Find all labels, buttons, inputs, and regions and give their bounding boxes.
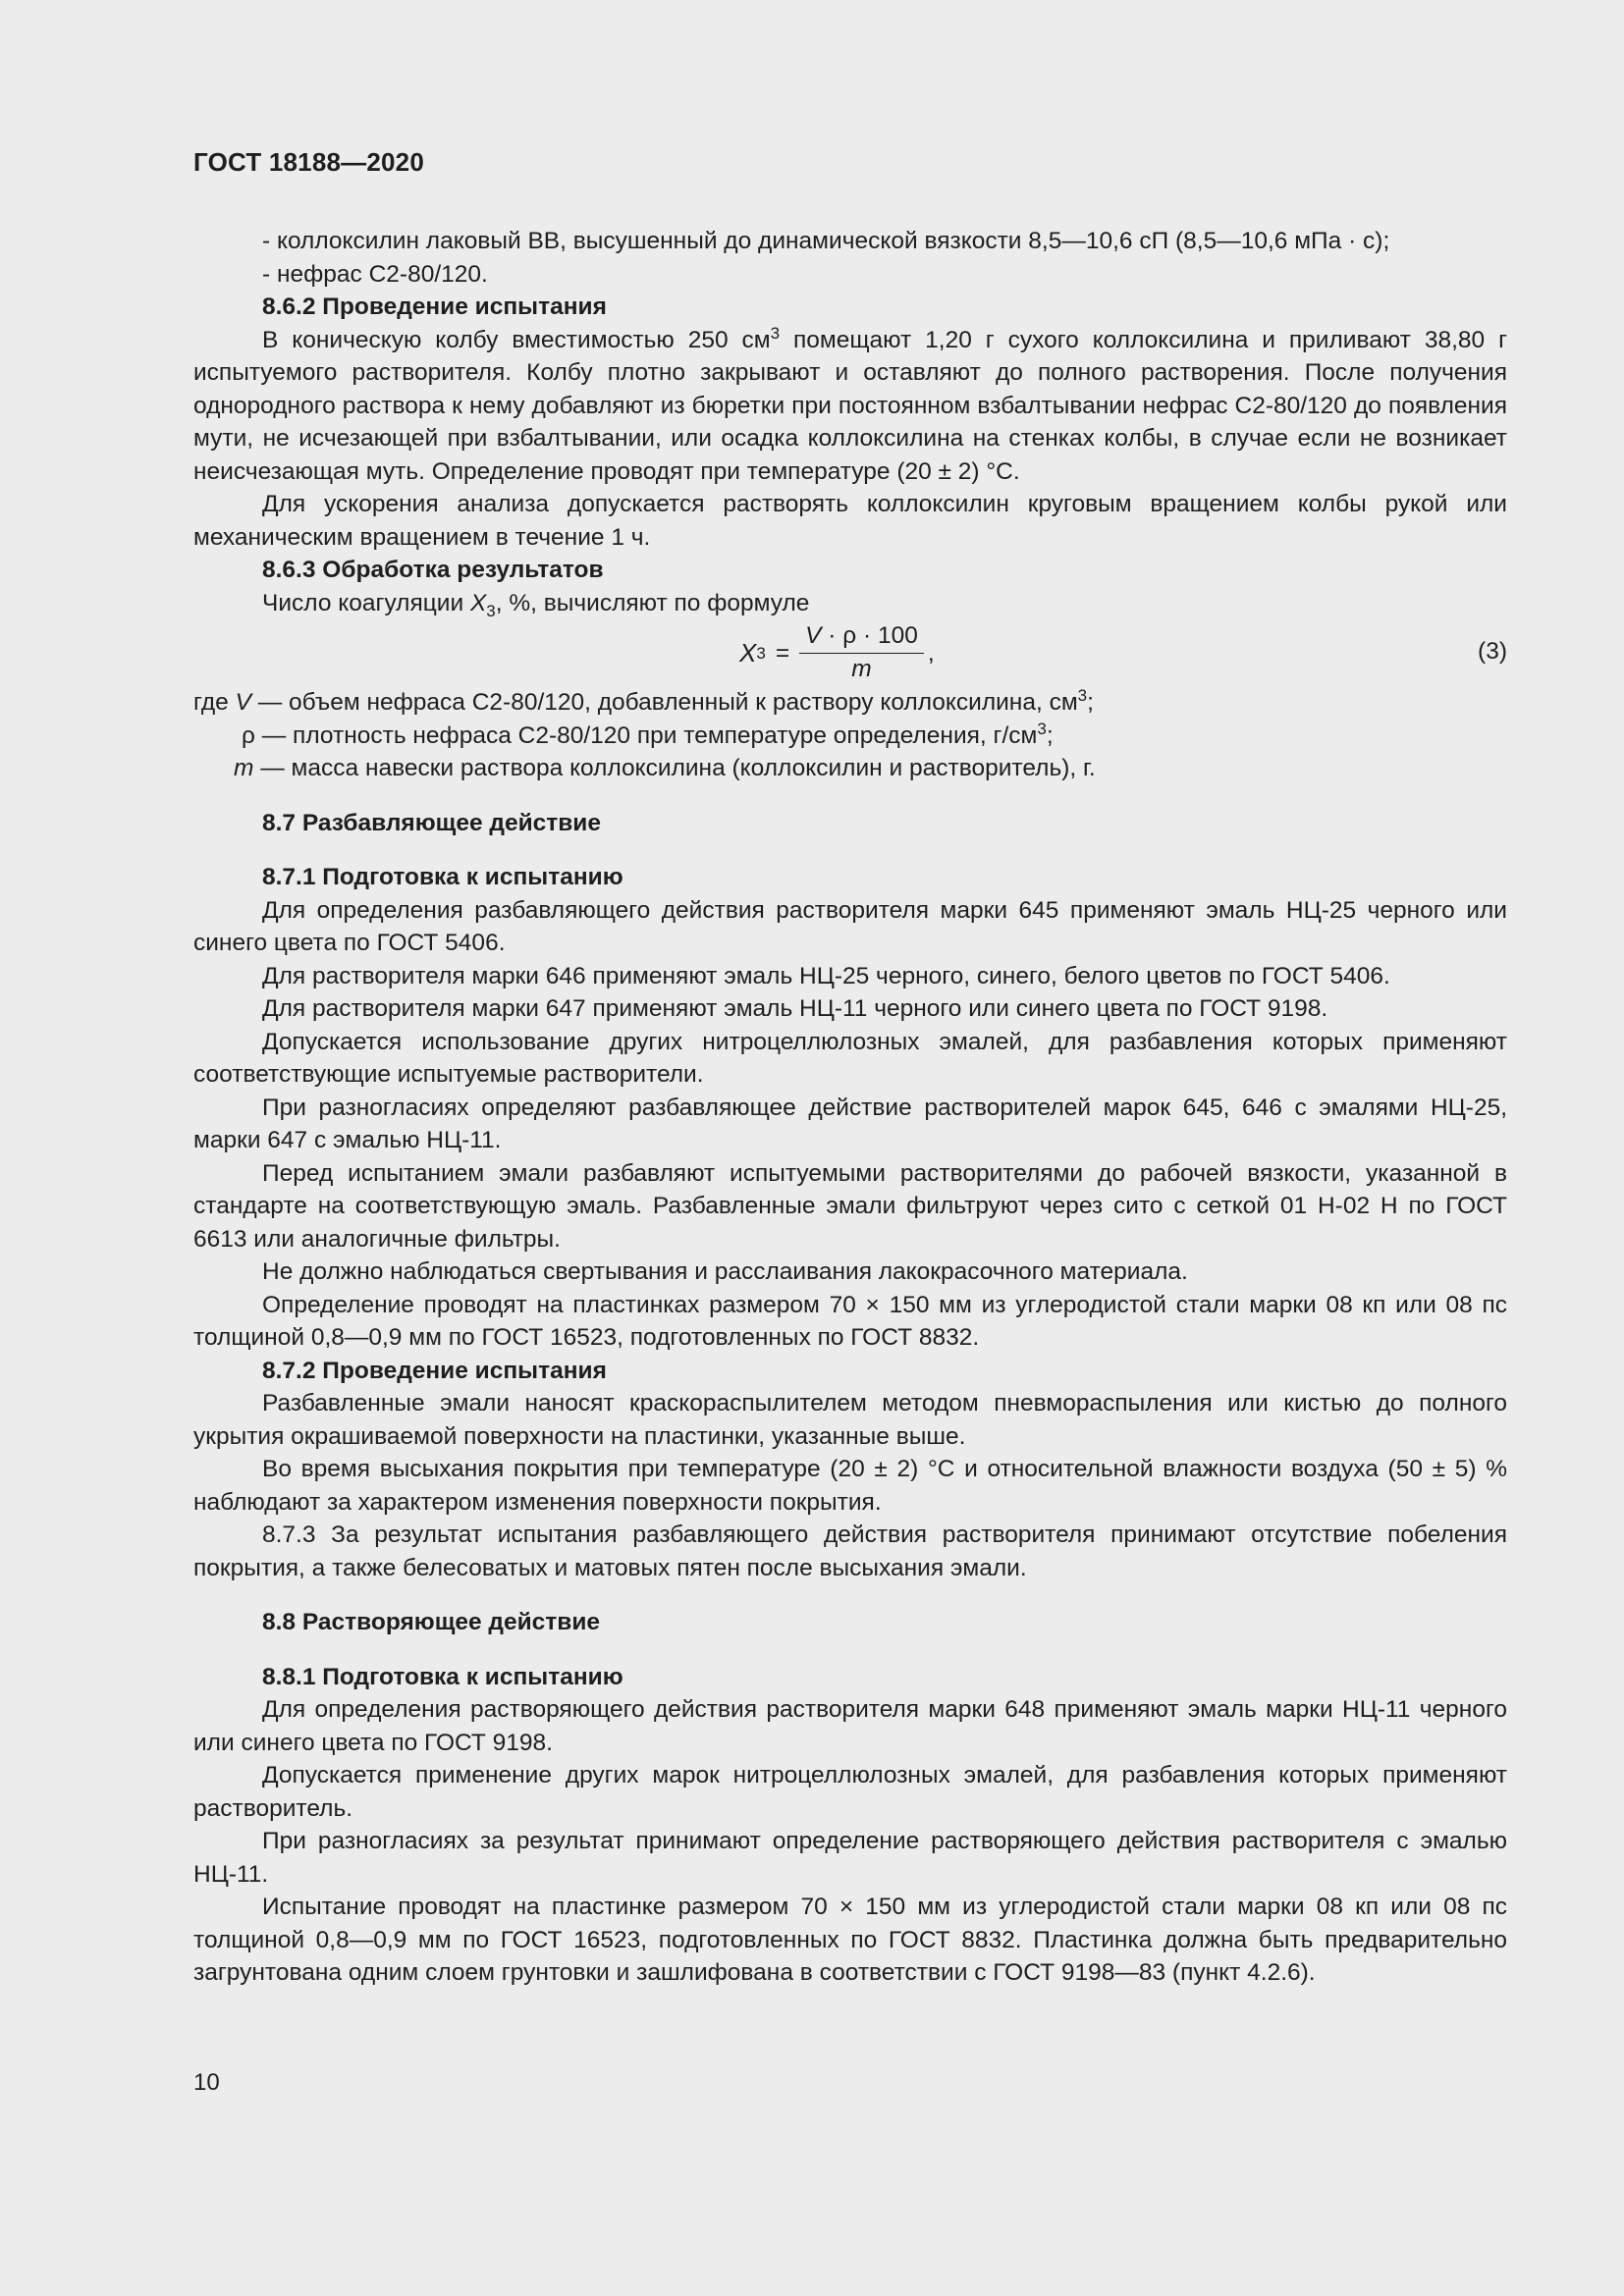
where-definition-v: где V — объем нефраса С2-80/120, добавленный к раствору коллоксилина, $см^3$; (193, 686, 1094, 716)
document-code-header: ГОСТ 18188—2020 (193, 147, 424, 177)
paragraph: При разногласиях определяют разбавляющее действие растворителей марок 645, 646 с эмалями НЦ-25, марки 647 с эмалью НЦ-11. (193, 1094, 1507, 1153)
list-item-colloxylin: - коллоксилин лаковый ВВ, высушенный до динамической вязкости 8,5—10,6 сП (8,5—10,6 мПа · с); (262, 228, 1390, 254)
section-heading-8-7-1: 8.7.1 Подготовка к испытанию (262, 864, 623, 890)
paragraph: Для определения растворяющего действия растворителя марки 648 применяют эмаль марки НЦ-11 черного или синего цвета по ГОСТ 9198. (193, 1696, 1507, 1756)
where-definition-rho: ρ — плотность нефраса С2-80/120 при температуре определения, $г/см^3$; (242, 719, 1054, 749)
section-heading-8-7-2: 8.7.2 Проведение испытания (262, 1357, 607, 1384)
section-heading-8-6-2: 8.6.2 Проведение испытания (262, 294, 607, 320)
paragraph: Определение проводят на пластинках размером 70 × 150 мм из углеродистой стали марки 08 кп или 08 пс толщиной 0,8—0,9 мм по ГОСТ 16523, подготовленных по ГОСТ 8832. (193, 1291, 1507, 1351)
paragraph: Во время высыхания покрытия при температуре (20 ± 2) °С и относительной влажности воздуха (50 ± 5) % наблюдают за характером изменения поверхности покрытия. (193, 1456, 1507, 1516)
formula-denominator: m (851, 656, 872, 682)
formula-expression: X 3 = $\frac{V \cdot \rho \cdot 100}{m}$ , (739, 621, 935, 685)
paragraph: Для определения разбавляющего действия растворителя марки 645 применяют эмаль НЦ-25 черного или синего цвета по ГОСТ 5406. (193, 896, 1507, 956)
formula-numerator: V · ρ · 100 (799, 621, 924, 654)
section-heading-8-8-1: 8.8.1 Подготовка к испытанию (262, 1663, 623, 1690)
section-heading-8-7: 8.7 Разбавляющее действие (262, 809, 601, 836)
section-heading-8-6-3: 8.6.3 Обработка результатов (262, 557, 604, 583)
formula-number: (3) (1478, 638, 1507, 665)
page-number: 10 (193, 2069, 220, 2096)
paragraph: Допускается применение других марок нитроцеллюлозных эмалей, для разбавления которых применяют растворитель. (193, 1762, 1507, 1822)
paragraph: Разбавленные эмали наносят краскораспылителем методом пневмораспыления или кистью до полного укрытия окрашиваемой поверхности на пластинки, указанные выше. (193, 1390, 1507, 1450)
paragraph: Число коагуляции $X_3$, %, вычисляют по формуле (262, 589, 810, 620)
paragraph: В коническую колбу вместимостью 250 $см^3$ помещают 1,20 г сухого коллоксилина и приливают 38,80 г испытуемого растворителя. Колбу плотно закрывают и оставляют до полного растворения. После получения однородного раствора к нему добавляют из бюретки при постоянном взбалтывании нефрас С2-80/120 до появления мути, не исчезающей при взбалтывании, или осадка коллоксилина на стенках колбы, в случае если не возникает неисчезающая муть. Определение проводят при температуре (20 ± 2) °С. (193, 323, 1507, 485)
paragraph: Не должно наблюдаться свертывания и расслаивания лакокрасочного материала. (262, 1258, 1188, 1285)
where-definition-m: m — масса навески раствора коллоксилина (коллоксилин и растворитель), г. (234, 755, 1096, 781)
paragraph: Для растворителя марки 646 применяют эмаль НЦ-25 черного, синего, белого цветов по ГОСТ 5406. (262, 962, 1390, 989)
formula-fraction (799, 621, 924, 685)
paragraph: Перед испытанием эмали разбавляют испытуемыми растворителями до рабочей вязкости, указанной в стандарте на соответствующую эмаль. Разбавленные эмали фильтруют через сито с сеткой 01 Н-02 Н по ГОСТ 6613 или аналогичные фильтры. (193, 1159, 1507, 1253)
paragraph: Допускается использование других нитроцеллюлозных эмалей, для разбавления которых применяют соответствующие испытуемые растворители. (193, 1028, 1507, 1088)
list-item-nefras: - нефрас С2-80/120. (262, 260, 488, 288)
paragraph: Для растворителя марки 647 применяют эмаль НЦ-11 черного или синего цвета по ГОСТ 9198. (262, 995, 1328, 1022)
paragraph: Испытание проводят на пластинке размером 70 × 150 мм из углеродистой стали марки 08 кп или 08 пс толщиной 0,8—0,9 мм по ГОСТ 16523, подготовленных по ГОСТ 8832. Пластинка должна быть предварительно загрунтована одним слоем грунтовки и зашлифована в соответствии с ГОСТ 9198—83 (пункт 4.2.6). (193, 1894, 1507, 1986)
formula-3 (193, 619, 1507, 686)
section-heading-8-8: 8.8 Растворяющее действие (262, 1609, 601, 1635)
paragraph: При разногласиях за результат принимают определение растворяющего действия растворителя с эмалью НЦ-11. (193, 1828, 1507, 1888)
page-body (193, 225, 1507, 1990)
paragraph: Для ускорения анализа допускается растворять коллоксилин круговым вращением колбы рукой или механическим вращением в течение 1 ч. (193, 491, 1507, 551)
paragraph-8-7-3: 8.7.3 За результат испытания разбавляющего действия растворителя принимают отсутствие побеления покрытия, а также белесоватых и матовых пятен после высыхания эмали. (193, 1522, 1507, 1581)
